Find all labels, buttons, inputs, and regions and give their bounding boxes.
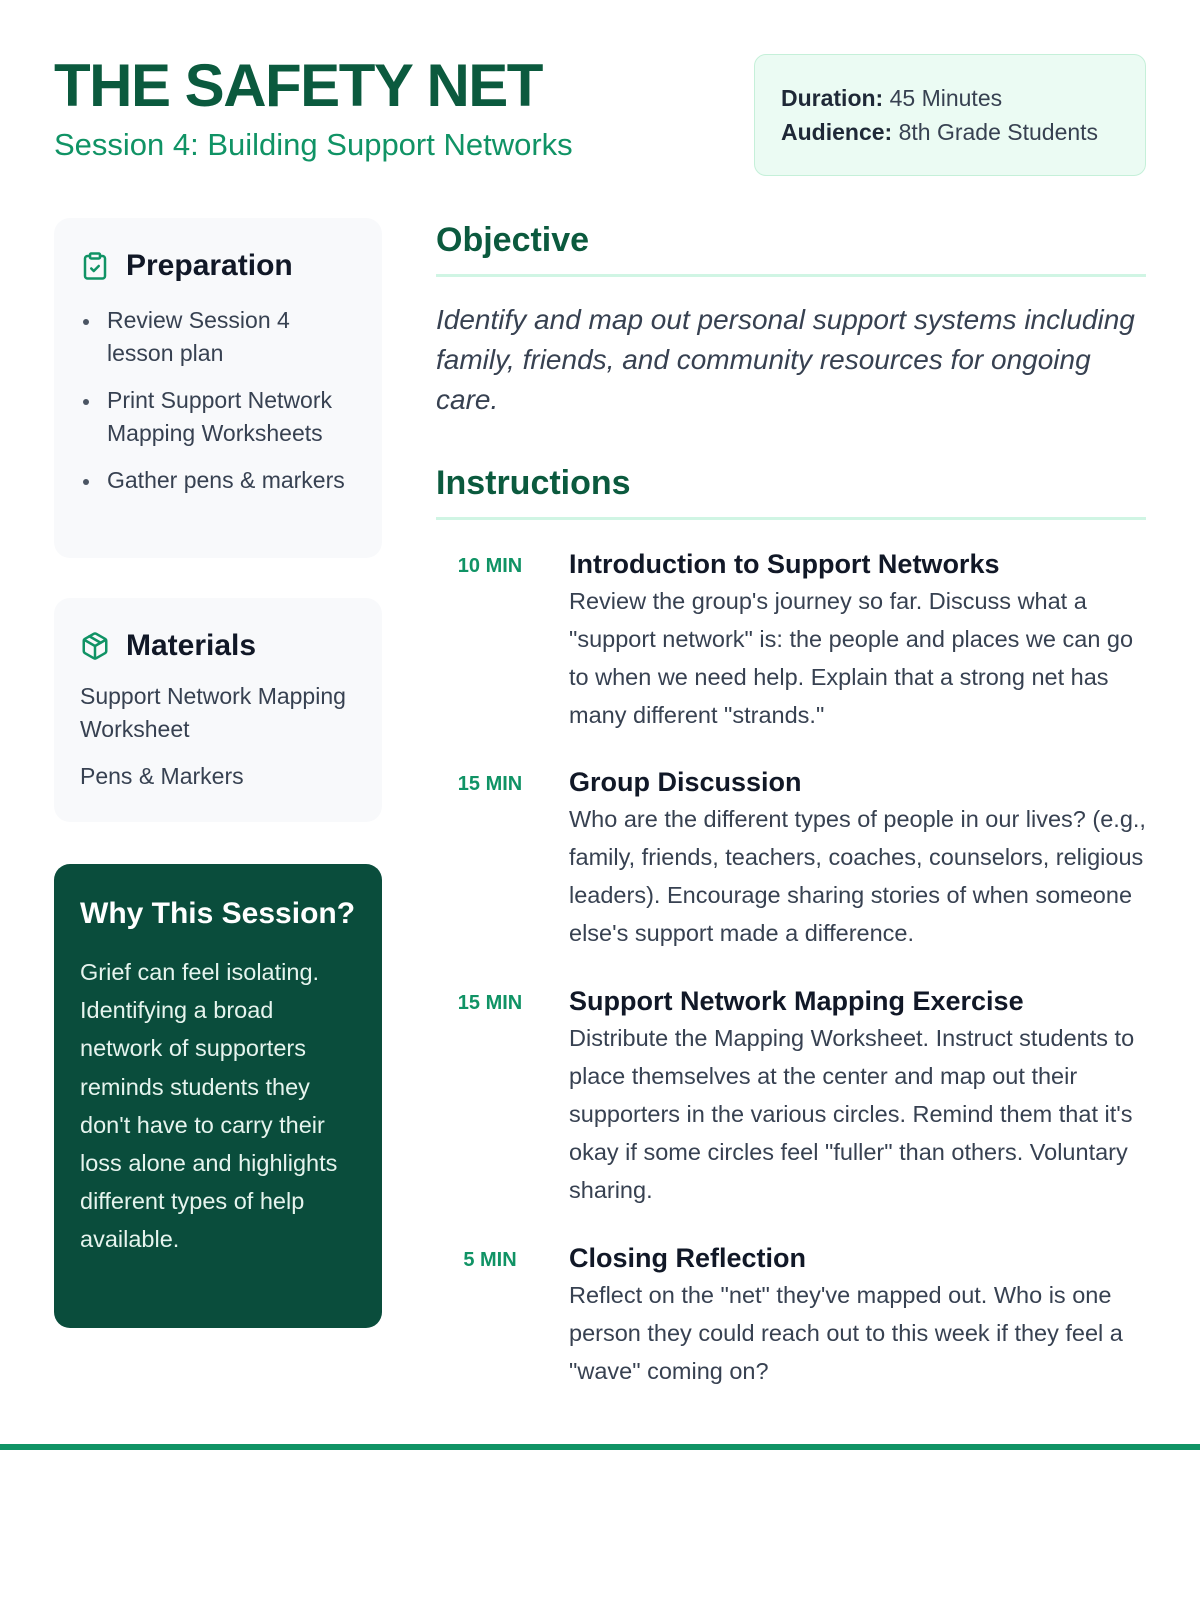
instructions-title: Instructions [436, 464, 631, 502]
duration-value: 45 Minutes [889, 85, 1003, 111]
duration-row [781, 81, 1119, 115]
materials-card [54, 598, 382, 822]
session-meta-box [754, 54, 1146, 176]
step-description: Reflect on the "net" they've mapped out. Who is one person they could reach out to this week if they feel a "wave" coming on? [569, 1282, 1123, 1384]
package-icon [80, 631, 110, 661]
step-description: Distribute the Mapping Worksheet. Instruct students to place themselves at the center and map out their supporters in the various circles. Remind them that it's okay if some circles feel "fuller" than others. Voluntary sharing. [569, 1025, 1135, 1203]
audience-row [781, 115, 1119, 149]
step-time-badge: 10 MIN [457, 555, 523, 577]
list-item: Pens & Markers [80, 763, 244, 789]
footer-divider [0, 1444, 1200, 1450]
page-title: THE SAFETY NET [54, 52, 542, 119]
section-divider [436, 274, 1146, 277]
list-item: Review Session 4 lesson plan [80, 304, 356, 370]
step-description: Review the group's journey so far. Discuss what a "support network" is: the people and places we can go to when we need help. Explain that a strong net has many different "strands." [569, 588, 1134, 728]
page-subtitle: Session 4: Building Support Networks [54, 127, 573, 162]
step-time-badge: 15 MIN [457, 773, 523, 795]
preparation-header [80, 246, 356, 286]
objective-section [436, 218, 1146, 277]
page-header [54, 50, 1146, 180]
list-item: Support Network Mapping Worksheet [80, 683, 346, 742]
section-divider [436, 517, 1146, 520]
materials-list [80, 680, 356, 793]
why-title: Why This Session? [80, 897, 356, 930]
why-this-session-card [54, 864, 382, 1328]
audience-label: Audience: [781, 119, 893, 145]
objective-title: Objective [436, 221, 590, 259]
materials-header [80, 626, 356, 666]
duration-label: Duration: [781, 85, 884, 111]
instructions-section [436, 461, 1146, 520]
preparation-card [54, 218, 382, 558]
step-time-badge: 15 MIN [457, 992, 523, 1014]
step-title: Support Network Mapping Exercise [569, 986, 1024, 1016]
materials-title: Materials [126, 629, 257, 662]
step-time-badge: 5 MIN [463, 1249, 517, 1271]
preparation-list [80, 304, 356, 497]
step-title: Closing Reflection [569, 1243, 807, 1273]
step-title: Introduction to Support Networks [569, 549, 1000, 579]
step-title: Group Discussion [569, 767, 802, 797]
step-description: Who are the different types of people in our lives? (e.g., family, friends, teachers, coaches, counselors, religious leaders). Encourage sharing stories of when someone else's support made a difference. [569, 806, 1146, 946]
list-item: Gather pens & markers [80, 464, 356, 497]
audience-value: 8th Grade Students [898, 119, 1099, 145]
objective-text: Identify and map out personal support systems including family, friends, and community resources for ongoing care. [436, 304, 1135, 415]
preparation-title: Preparation [126, 249, 293, 282]
list-item: Print Support Network Mapping Worksheets [80, 384, 356, 450]
clipboard-check-icon [80, 251, 110, 281]
why-text: Grief can feel isolating. Identifying a broad network of supporters reminds students they don't have to carry their loss alone and highlights different types of help available. [80, 959, 338, 1253]
